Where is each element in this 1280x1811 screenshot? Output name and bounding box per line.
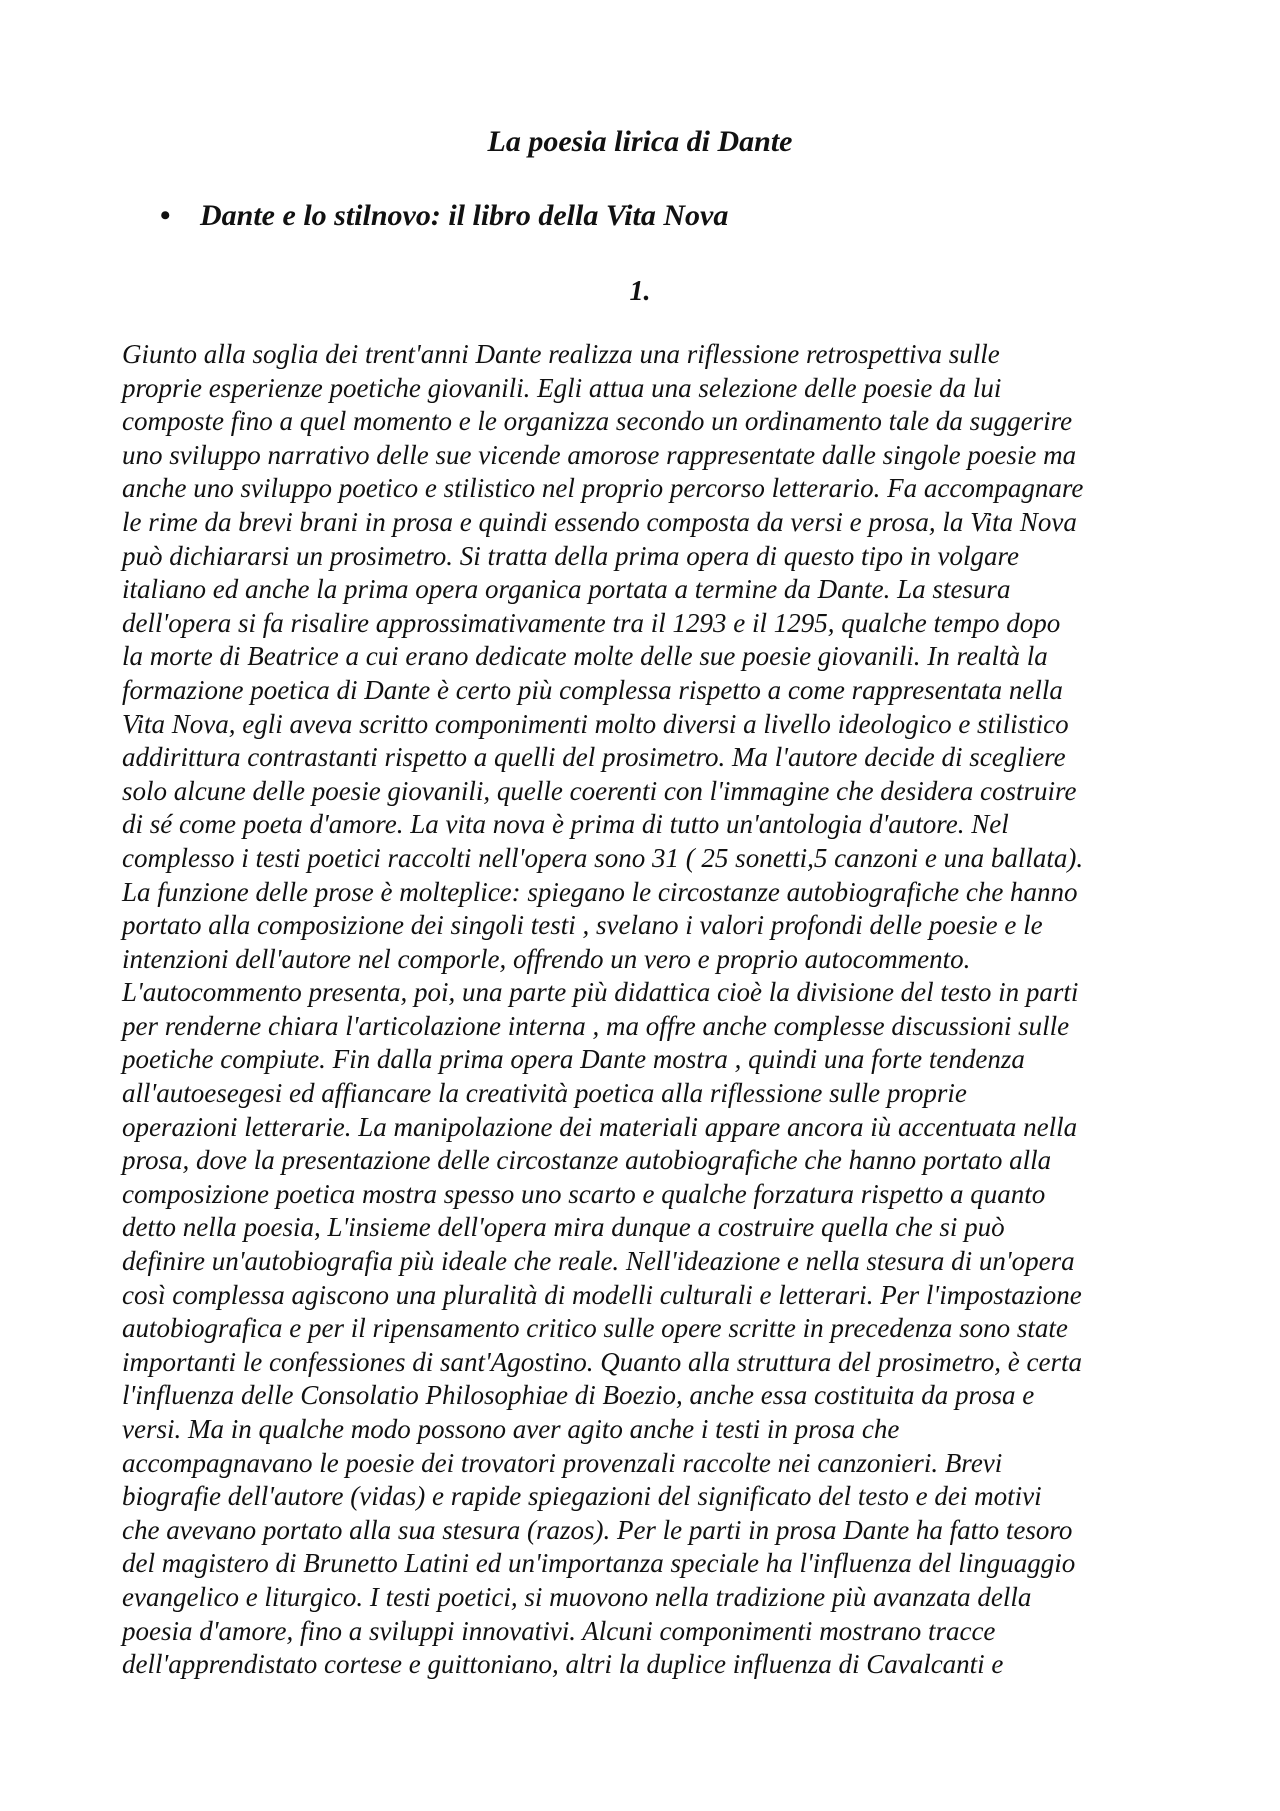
- body-line: proprie esperienze poetiche giovanili. Egli attua una selezione delle poesie da lui: [122, 372, 1002, 403]
- body-line: che avevano portato alla sua stesura (razos). Per le parti in prosa Dante ha fatto tesoro: [122, 1514, 1073, 1545]
- body-line: complesso i testi poetici raccolti nell'opera sono 31 ( 25 sonetti,5 canzoni e una ballata).: [122, 842, 1084, 873]
- body-line: addirittura contrastanti rispetto a quelli del prosimetro. Ma l'autore decide di scegliere: [122, 742, 1066, 773]
- body-line: dell'apprendistato cortese e guittoniano, altri la duplice influenza di Cavalcanti e: [122, 1649, 1004, 1680]
- body-line: composte fino a quel momento e le organizza secondo un ordinamento tale da suggerire: [122, 406, 1073, 437]
- body-line: italiano ed anche la prima opera organica portata a termine da Dante. La stesura: [122, 574, 1011, 605]
- body-line: importanti le confessiones di sant'Agostino. Quanto alla struttura del prosimetro, è certa: [122, 1346, 1082, 1377]
- body-line: per renderne chiara l'articolazione interna , ma offre anche complesse discussioni sulle: [122, 1010, 1070, 1041]
- body-line: le rime da brevi brani in prosa e quindi essendo composta da versi e prosa, la Vita Nova: [122, 506, 1077, 537]
- body-line: detto nella poesia, L'insieme dell'opera mira dunque a costruire quella che si può: [122, 1212, 1005, 1243]
- body-line: accompagnavano le poesie dei trovatori provenzali raccolte nei canzonieri. Brevi: [122, 1447, 1003, 1478]
- body-line: Giunto alla soglia dei trent'anni Dante realizza una riflessione retrospettiva sulle: [122, 339, 1000, 369]
- body-line: La funzione delle prose è molteplice: spiegano le circostanze autobiografiche che hanno: [122, 876, 1078, 907]
- body-line: così complessa agiscono una pluralità di modelli culturali e letterari. Per l'impostazione: [122, 1279, 1082, 1310]
- body-line: operazioni letterarie. La manipolazione dei materiali appare ancora iù accentuata nella: [122, 1111, 1078, 1142]
- body-line: solo alcune delle poesie giovanili, quelle coerenti con l'immagine che desidera costruire: [122, 775, 1077, 806]
- body-line: definire un'autobiografia più ideale che reale. Nell'ideazione e nella stesura di un'opera: [122, 1246, 1075, 1277]
- bullet-heading-row: [160, 196, 1160, 236]
- body-line: l'influenza delle Consolatio Philosophiae di Boezio, anche essa costituita da prosa e: [122, 1380, 1035, 1411]
- body-line: può dichiararsi un prosimetro. Si tratta della prima opera di questo tipo in volgare: [122, 540, 1019, 571]
- body-line: portato alla composizione dei singoli testi , svelano i valori profondi delle poesie e le: [122, 910, 1043, 941]
- body-line: evangelico e liturgico. I testi poetici, si muovono nella tradizione più avanzata della: [122, 1581, 1032, 1612]
- body-line: formazione poetica di Dante è certo più complessa rispetto a come rappresentata nella: [122, 674, 1063, 705]
- bullet-heading: Dante e lo stilnovo: il libro della Vita Nova: [200, 199, 729, 232]
- body-line: del magistero di Brunetto Latini ed un'importanza speciale ha l'influenza del linguaggio: [122, 1548, 1076, 1579]
- document-title: La poesia lirica di Dante: [487, 125, 793, 158]
- body-line: biografie dell'autore (vidas) e rapide spiegazioni del significato del testo e dei motivi: [122, 1481, 1042, 1512]
- body-line: prosa, dove la presentazione delle circostanze autobiografiche che hanno portato alla: [122, 1145, 1052, 1176]
- body-paragraph: [122, 338, 1202, 1682]
- body-line: poesia d'amore, fino a sviluppi innovativi. Alcuni componimenti mostrano tracce: [122, 1615, 996, 1646]
- body-line: la morte di Beatrice a cui erano dedicate molte delle sue poesie giovanili. In realtà la: [122, 641, 1048, 672]
- body-line: dell'opera si fa risalire approssimativamente tra il 1293 e il 1295, qualche tempo dopo: [122, 607, 1061, 638]
- body-line: autobiografica e per il ripensamento critico sulle opere scritte in precedenza sono state: [122, 1313, 1068, 1344]
- body-line: uno sviluppo narrativo delle sue vicende amorose rappresentate dalle singole poesie ma: [122, 439, 1077, 470]
- body-line: poetiche compiute. Fin dalla prima opera Dante mostra , quindi una forte tendenza: [122, 1044, 1025, 1075]
- body-line: versi. Ma in qualche modo possono aver agito anche i testi in prosa che: [122, 1414, 900, 1444]
- section-number: 1.: [629, 276, 651, 307]
- body-line: di sé come poeta d'amore. La vita nova è prima di tutto un'antologia d'autore. Nel: [122, 809, 1009, 840]
- body-line: anche uno sviluppo poetico e stilistico nel proprio percorso letterario. Fa accompagnare: [122, 473, 1084, 504]
- body-line: intenzioni dell'autore nel comporle, offrendo un vero e proprio autocommento.: [122, 943, 971, 974]
- body-line: L'autocommento presenta, poi, una parte più didattica cioè la divisione del testo in parti: [122, 977, 1079, 1008]
- body-line: all'autoesegesi ed affiancare la creatività poetica alla riflessione sulle proprie: [122, 1078, 967, 1109]
- bullet-icon: •: [160, 199, 171, 232]
- body-line: composizione poetica mostra spesso uno scarto e qualche forzatura rispetto a quanto: [122, 1178, 1046, 1209]
- body-line: Vita Nova, egli aveva scritto componimenti molto diversi a livello ideologico e stilistico: [122, 708, 1069, 739]
